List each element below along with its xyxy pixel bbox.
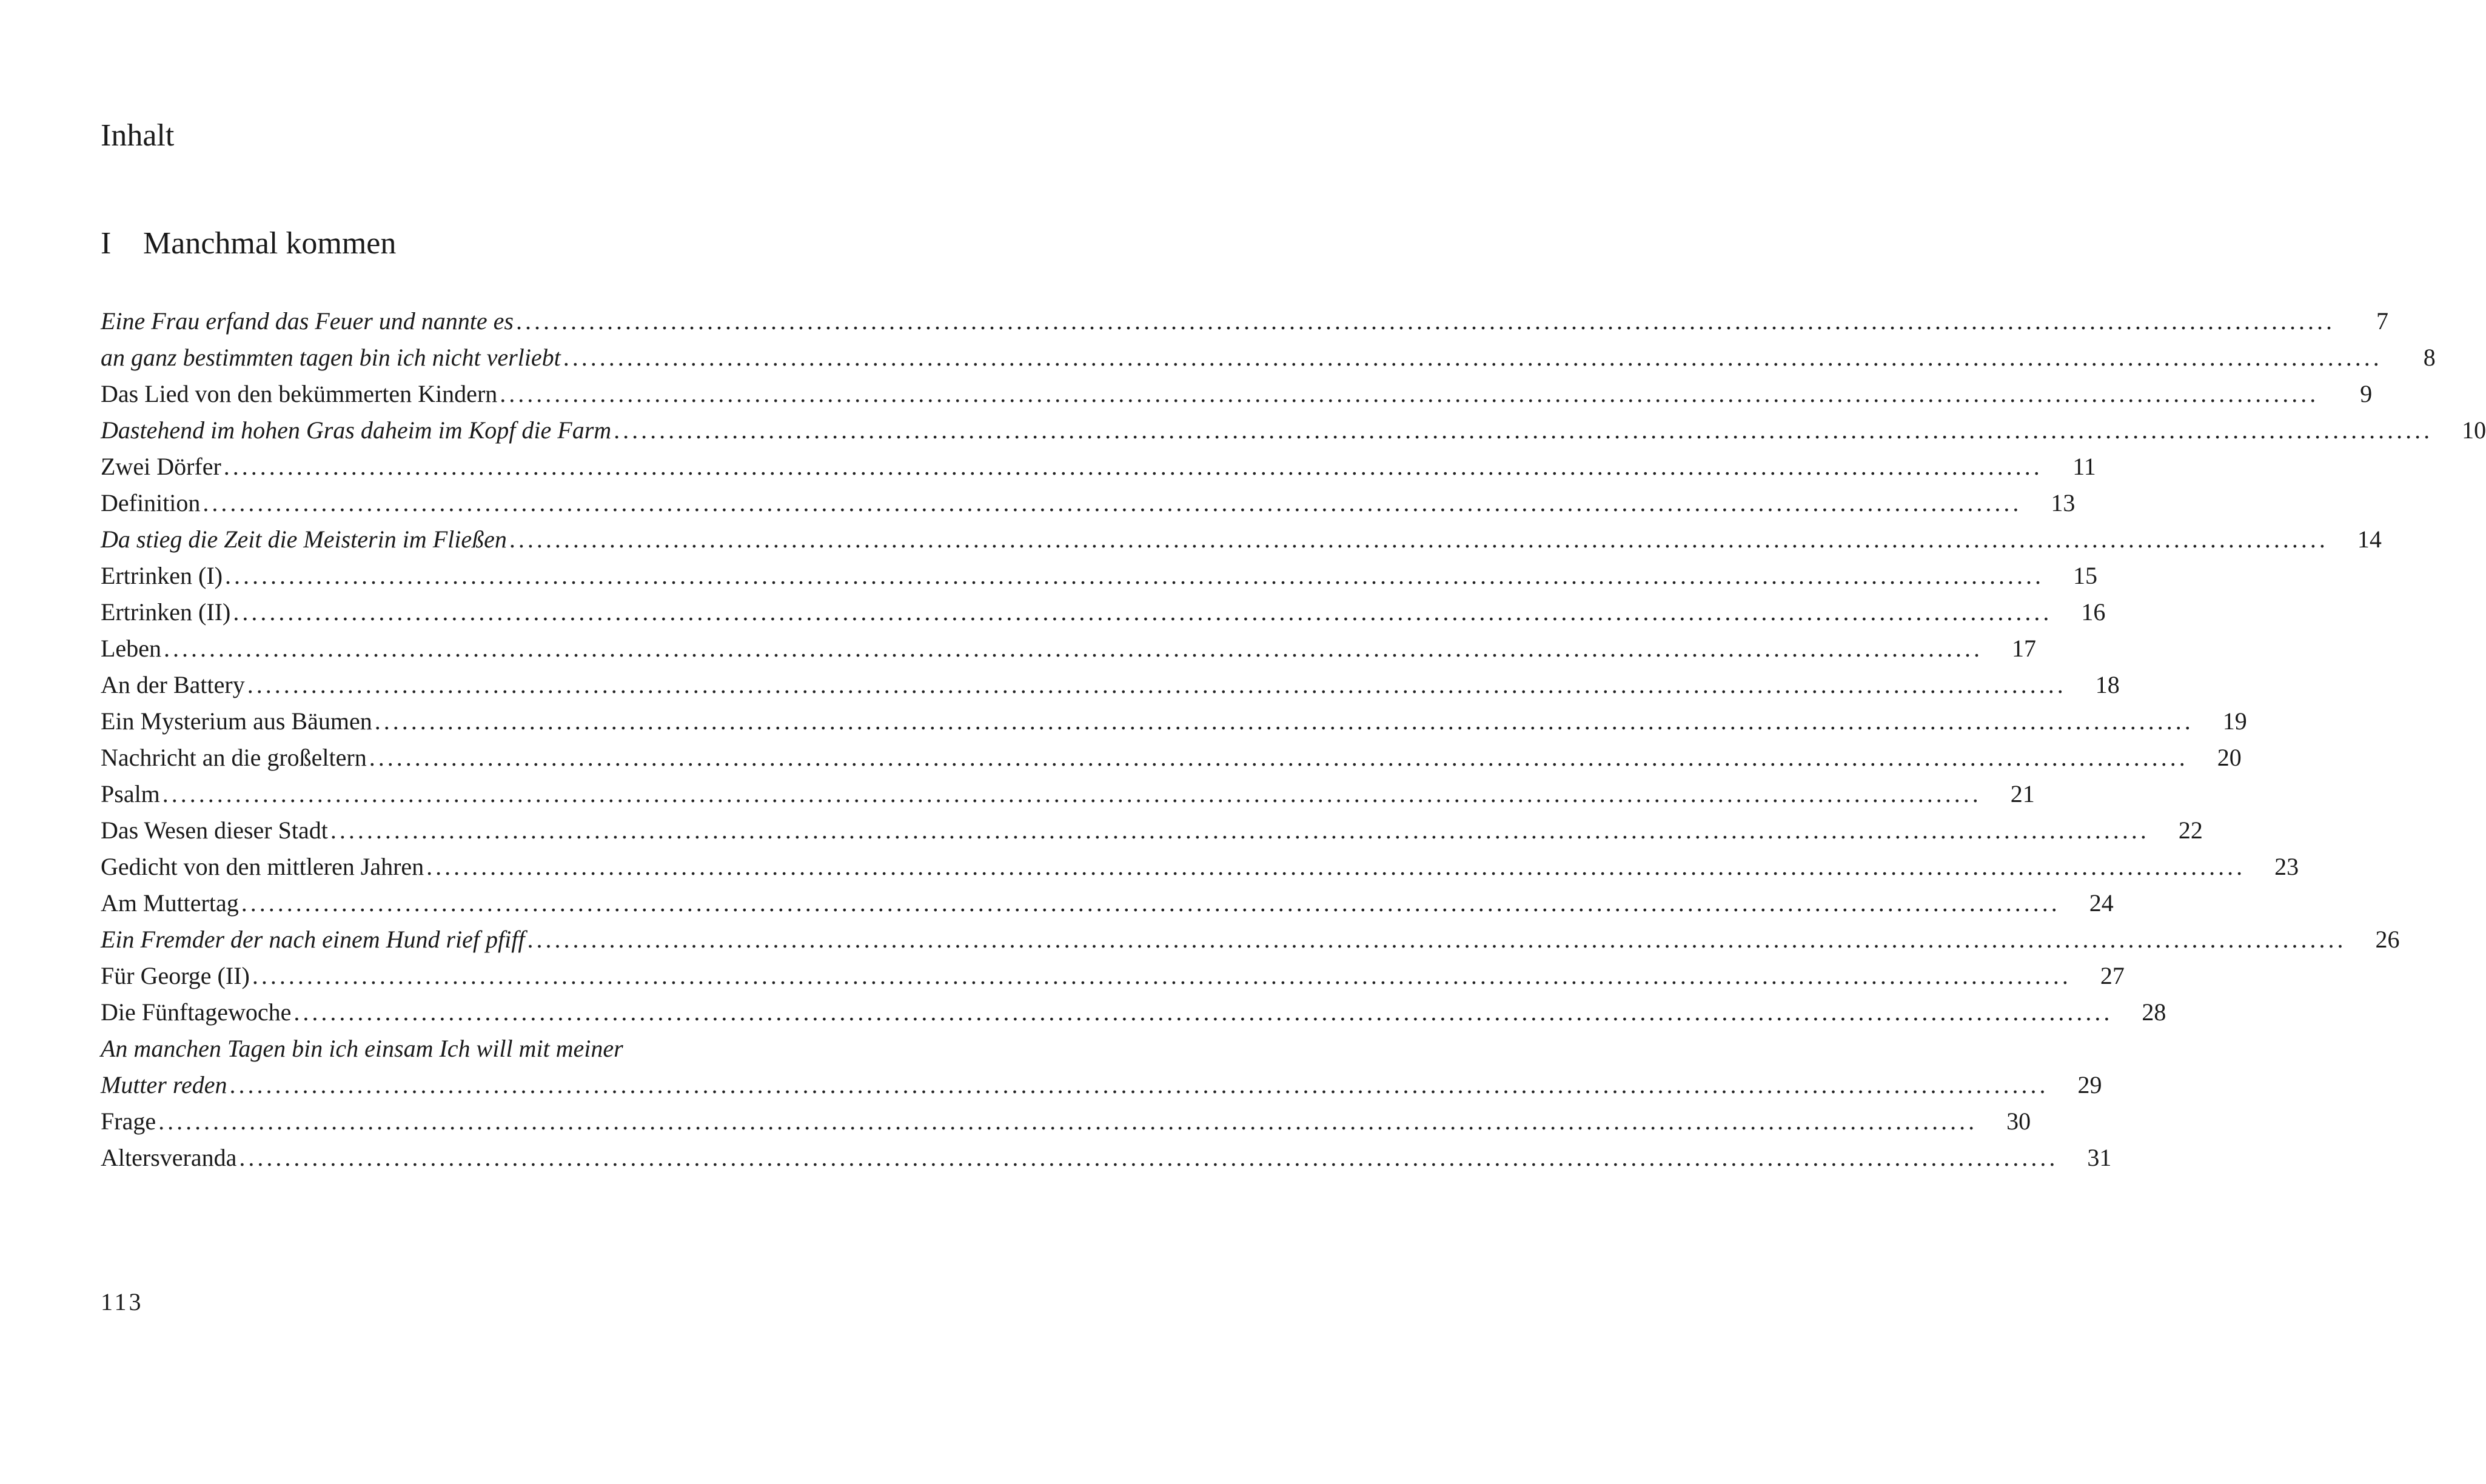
toc-entry — [101, 1103, 2031, 1140]
toc-entry — [101, 1067, 2102, 1103]
toc-entry — [101, 921, 2400, 958]
dot-leader: ........................................................................................................................................................................................................ — [516, 307, 2335, 335]
dot-leader: ........................................................................................................................................................................................................ — [247, 671, 2066, 698]
toc-entry-page: 20 — [2217, 744, 2242, 771]
dot-leader: ........................................................................................................................................................................................................ — [229, 1071, 2049, 1098]
dot-leader: ........................................................................................................................................................................................................ — [500, 380, 2319, 407]
section-heading — [101, 224, 396, 263]
toc-entry-page: 17 — [2011, 635, 2036, 662]
dot-leader: ........................................................................................................................................................................................................ — [203, 489, 2022, 516]
toc-entry-page: 13 — [2051, 489, 2076, 516]
toc-entry-page: 21 — [2010, 780, 2035, 807]
toc-entry — [101, 667, 2120, 703]
toc-entry — [101, 303, 2388, 339]
toc-entry-page: 22 — [2178, 817, 2203, 844]
toc-entry-page: 14 — [2357, 526, 2382, 553]
dot-leader: ........................................................................................................................................................................................................ — [563, 344, 2382, 371]
toc-entry-title: Definition — [101, 489, 201, 516]
toc-entry-page: 8 — [2423, 344, 2436, 371]
toc-entry-title: Ertrinken (II) — [101, 598, 231, 626]
toc-entry-page: 16 — [2081, 598, 2106, 626]
toc-entry — [101, 1140, 2112, 1176]
toc-entry — [101, 558, 2098, 594]
toc-entry-page: 29 — [2077, 1071, 2102, 1098]
toc-entry-title: Zwei Dörfer — [101, 453, 221, 480]
toc-entry — [101, 339, 2436, 376]
toc-entry-page: 31 — [2087, 1144, 2112, 1171]
dot-leader: ........................................................................................................................................................................................................ — [163, 635, 1983, 662]
dot-leader: ........................................................................................................................................................................................................ — [223, 453, 2043, 480]
toc-entry-page: 18 — [2095, 671, 2120, 698]
toc-entry-page: 23 — [2274, 853, 2299, 880]
toc-entry — [101, 885, 2114, 921]
toc-entry-title-line: An manchen Tagen bin ich einsam Ich will mit meiner — [101, 1035, 623, 1062]
page-title: Inhalt — [101, 118, 175, 153]
toc-entry-title: Nachricht an die großeltern — [101, 744, 367, 771]
toc-entry — [101, 485, 2076, 521]
toc-entry-title: an ganz bestimmten tagen bin ich nicht verliebt — [101, 344, 561, 371]
toc-entry — [101, 740, 2242, 776]
toc-entry-page: 15 — [2073, 562, 2098, 589]
toc-entry-title: An der Battery — [101, 671, 245, 698]
dot-leader: ........................................................................................................................................................................................................ — [233, 598, 2052, 626]
toc-entry-first-line — [101, 1031, 775, 1067]
toc-entry-title: Das Wesen dieser Stadt — [101, 817, 328, 844]
toc-entry-page: 10 — [2462, 416, 2486, 444]
toc-entry-title: Ein Mysterium aus Bäumen — [101, 707, 372, 735]
toc-entry-title: Eine Frau erfand das Feuer und nannte es — [101, 307, 514, 335]
toc-entry-page: 28 — [2142, 998, 2166, 1026]
dot-leader: ........................................................................................................................................................................................................ — [426, 853, 2246, 880]
toc-entry — [101, 994, 2166, 1031]
toc-entry — [101, 776, 2035, 812]
toc-entry-title: Ein Fremder der nach einem Hund rief pfiff — [101, 926, 525, 953]
toc-entry-title: Das Lied von den bekümmerten Kindern — [101, 380, 498, 407]
toc-entry-title: Für George (II) — [101, 962, 250, 989]
dot-leader: ........................................................................................................................................................................................................ — [509, 526, 2328, 553]
toc-entry-page: 27 — [2100, 962, 2125, 989]
toc-entry — [101, 812, 2203, 849]
toc-entry-page: 30 — [2006, 1108, 2031, 1135]
dot-leader: ........................................................................................................................................................................................................ — [293, 998, 2113, 1026]
section-numeral: I — [101, 226, 112, 261]
toc-entry-title: Ertrinken (I) — [101, 562, 223, 589]
toc-entry-title: Altersveranda — [101, 1144, 237, 1171]
dot-leader: ........................................................................................................................................................................................................ — [252, 962, 2071, 989]
dot-leader: ........................................................................................................................................................................................................ — [330, 817, 2149, 844]
toc-entry — [101, 412, 2486, 449]
toc-entry — [101, 849, 2299, 885]
toc-entry — [101, 958, 2125, 994]
toc-entry — [101, 703, 2247, 740]
toc-entry-title: Die Fünftagewoche — [101, 998, 292, 1026]
dot-leader: ........................................................................................................................................................................................................ — [225, 562, 2045, 589]
dot-leader: ........................................................................................................................................................................................................ — [241, 889, 2060, 917]
table-of-contents — [101, 303, 2486, 1176]
toc-entry-page: 24 — [2089, 889, 2114, 917]
page-number: 113 — [101, 1288, 144, 1315]
toc-entry-title: Leben — [101, 635, 161, 662]
toc-entry-title: Gedicht von den mittleren Jahren — [101, 853, 424, 880]
toc-entry-page: 19 — [2222, 707, 2247, 735]
toc-entry-page: 7 — [2376, 307, 2388, 335]
toc-entry-title: Mutter reden — [101, 1071, 227, 1098]
toc-entry-title: Am Muttertag — [101, 889, 239, 917]
section-title: Manchmal kommen — [143, 226, 397, 261]
toc-entry — [101, 594, 2106, 630]
dot-leader: ........................................................................................................................................................................................................ — [239, 1144, 2059, 1171]
toc-entry-title: Da stieg die Zeit die Meisterin im Fließen — [101, 526, 507, 553]
dot-leader: ........................................................................................................................................................................................................ — [614, 416, 2433, 444]
toc-entry-title: Dastehend im hohen Gras daheim im Kopf die Farm — [101, 416, 612, 444]
toc-entry — [101, 521, 2382, 558]
toc-entry-page: 26 — [2375, 926, 2400, 953]
toc-entry-page: 11 — [2072, 453, 2096, 480]
toc-entry — [101, 376, 2373, 412]
toc-entry-page: 9 — [2360, 380, 2373, 407]
toc-entry-title: Frage — [101, 1108, 156, 1135]
dot-leader: ........................................................................................................................................................................................................ — [158, 1108, 1978, 1135]
toc-entry-title: Psalm — [101, 780, 160, 807]
dot-leader: ........................................................................................................................................................................................................ — [527, 926, 2347, 953]
dot-leader: ........................................................................................................................................................................................................ — [162, 780, 1982, 807]
toc-entry — [101, 449, 2096, 485]
dot-leader: ........................................................................................................................................................................................................ — [369, 744, 2188, 771]
toc-entry — [101, 630, 2036, 667]
dot-leader: ........................................................................................................................................................................................................ — [374, 707, 2194, 735]
